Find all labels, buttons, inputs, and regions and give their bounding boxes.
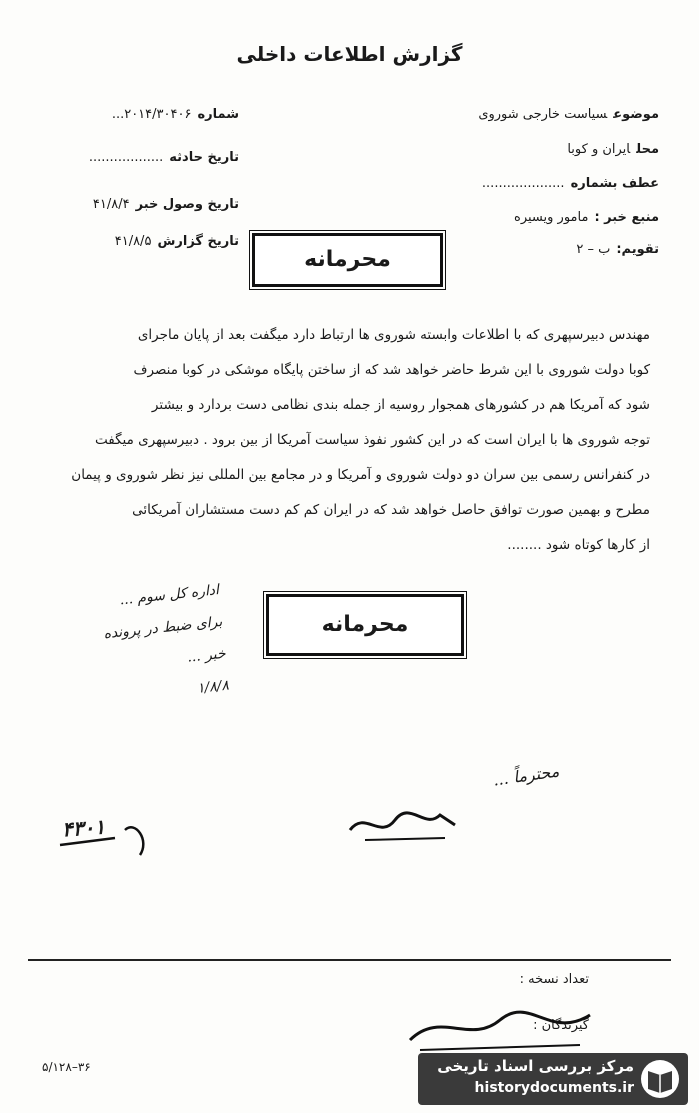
recipients-field: گیرندگان : xyxy=(533,1018,589,1033)
handwritten-number: ۴۳۰۱ xyxy=(61,814,106,842)
logo-url: historydocuments.ir xyxy=(474,1080,634,1096)
incident-date-label: تاریخ حادثه xyxy=(169,150,239,165)
subject-field xyxy=(478,107,659,122)
rating-label: تقویم: xyxy=(616,242,659,257)
rating-field xyxy=(576,242,659,257)
body-line: شود که آمریکا هم در کشورهای همجوار روسیه از جمله بندی نظامی دست بردارد و بیشتر xyxy=(151,397,650,413)
footer-divider xyxy=(28,959,671,961)
body-line: مطرح و بهمین صورت توافق حاصل خواهد شد که در ایران کم کم دست مستشاران آمریکائی xyxy=(132,502,650,518)
report-body xyxy=(40,318,650,563)
number-scribble xyxy=(55,810,155,860)
received-date-field xyxy=(93,197,239,212)
place-value: ایران و کوبا xyxy=(567,142,631,157)
recipients-scribble xyxy=(400,1000,600,1060)
footer-code: ۵/۱۲۸–۳۶ xyxy=(42,1060,91,1074)
subject-label: موضوع xyxy=(613,107,659,122)
handwritten-line: ۱/۸/۸ xyxy=(196,677,230,697)
body-line: توجه شوروی ها با ایران است که در این کشور نفوذ سیاست آمریکا از بین برود . دبیرسپهری میگفت xyxy=(95,432,650,448)
report-date-label: تاریخ گزارش xyxy=(157,234,239,249)
copies-field: تعداد نسخه : xyxy=(519,972,589,987)
attachment-field xyxy=(482,176,659,191)
incident-date-value: .................. xyxy=(88,150,164,165)
signature-scribble xyxy=(345,800,465,850)
report-date-value: ۴۱/۸/۵ xyxy=(114,234,152,249)
number-field xyxy=(112,107,239,122)
body-line: مهندس دبیرسپهری که با اطلاعات وابسته شوروی ها ارتباط دارد میگفت بعد از پایان ماجرای xyxy=(137,327,650,343)
received-date-value: ۴۱/۸/۴ xyxy=(92,197,130,212)
handwritten-note xyxy=(98,574,230,714)
rating-value: ب – ۲ xyxy=(576,242,611,257)
number-value: ۲۰۱۴/۳۰۴۰۶... xyxy=(111,107,192,122)
place-label: محل xyxy=(636,142,659,157)
subject-value: سیاست خارجی شوروی xyxy=(478,107,608,122)
book-icon xyxy=(640,1059,680,1099)
attachment-label: عطف بشماره xyxy=(570,176,659,191)
received-date-label: تاریخ وصول خبر xyxy=(135,197,239,212)
handwritten-line: خبر ... xyxy=(186,645,227,666)
body-line: از کارها کوتاه شود ........ xyxy=(507,537,650,553)
incident-date-field xyxy=(89,150,239,165)
source-value: مامور ویسیره xyxy=(514,210,589,225)
source-label: منبع خبر : xyxy=(594,210,659,225)
confidential-stamp-middle: محرمانه xyxy=(266,594,464,656)
archive-logo xyxy=(418,1053,688,1105)
confidential-stamp-top: محرمانه xyxy=(252,233,443,287)
number-label: شماره xyxy=(197,107,239,122)
body-line: کوبا دولت شوروی با این شرط حاضر خواهد شد که از ساختن پایگاه موشکی در کوبا منصرف xyxy=(133,362,650,378)
body-line: در کنفرانس رسمی بین سران دو دولت شوروی و آمریکا و در مجامع بین المللی نیز نظر شوروی و پیمان xyxy=(71,467,650,483)
logo-name: مرکز بررسی اسناد تاریخی xyxy=(437,1057,634,1075)
source-field xyxy=(514,210,659,225)
attachment-value: .................... xyxy=(481,176,565,191)
handwritten-line: اداره کل سوم ... xyxy=(118,582,220,609)
place-field xyxy=(567,142,659,157)
document-title: گزارش اطلاعات داخلی xyxy=(236,42,463,66)
report-date-field xyxy=(115,234,239,249)
handwritten-signature: محترماً ... xyxy=(491,761,560,790)
handwritten-line: برای ضبط در پرونده xyxy=(102,613,223,643)
